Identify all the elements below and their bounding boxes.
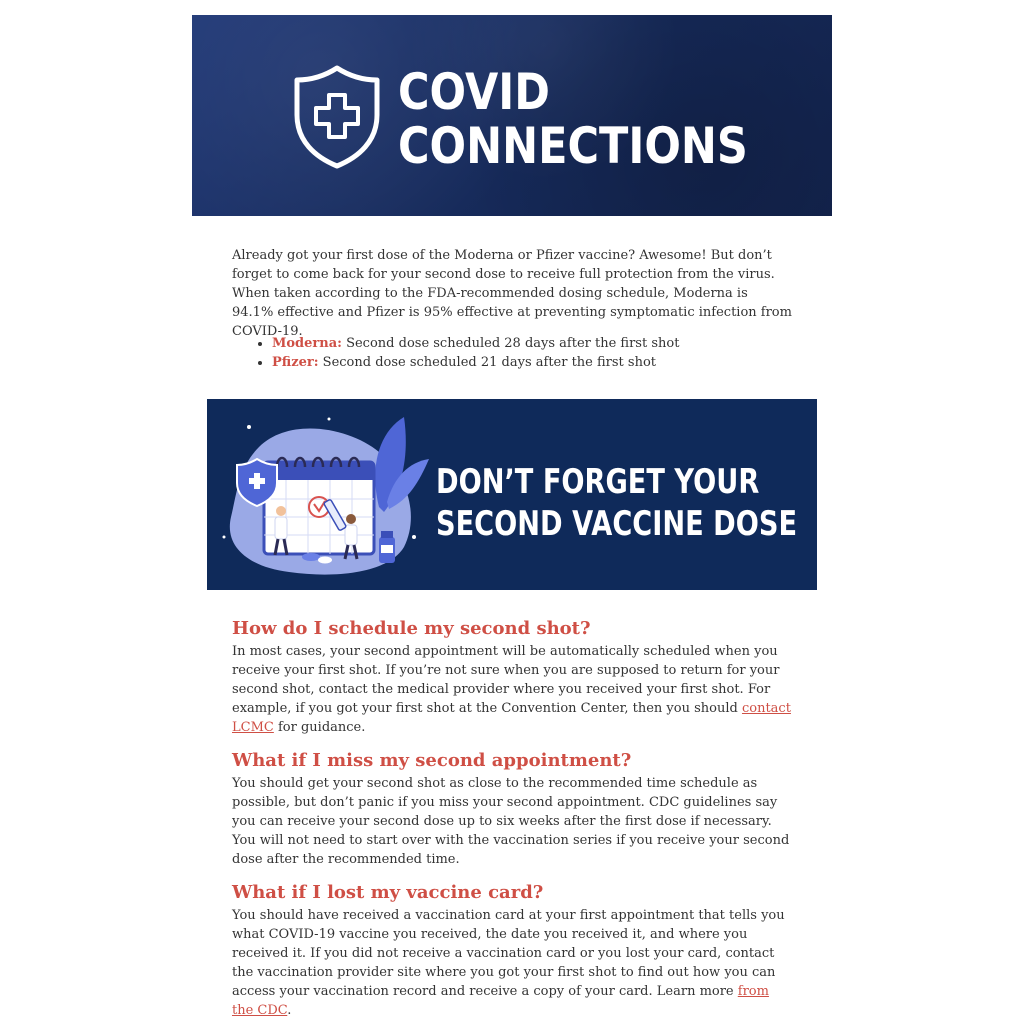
banner-title — [436, 461, 797, 545]
dose-schedule-list — [232, 334, 832, 372]
contact-lcmc-link[interactable]: contact LCMC — [232, 701, 791, 735]
section-text: In most cases, your second appointment will be automatically scheduled when you receive your first shot. If you’re not sure when you are supposed to return for your second shot, contact the medical provider where you received your first shot. For example, if you got your first shot at the Convention Center, then you should — [232, 644, 780, 716]
list-item — [272, 353, 832, 372]
section-text-lost-card — [232, 906, 788, 1020]
section-heading-lost-card: What if I lost my vaccine card? — [232, 882, 544, 903]
bullet-text: Second dose scheduled 28 days after the first shot — [341, 336, 680, 351]
shield-plus-icon — [293, 65, 381, 169]
second-dose-banner — [207, 399, 817, 590]
calendar-vaccine-illustration — [219, 407, 429, 583]
hero-title-line2: CONNECTIONS — [398, 117, 748, 175]
section-text-schedule — [232, 642, 792, 737]
cdc-link[interactable]: from the CDC — [232, 984, 769, 1018]
list-item — [272, 334, 832, 353]
bullet-label: Moderna: — [272, 336, 342, 351]
banner-title-line1: DON’T FORGET YOUR — [436, 462, 760, 502]
section-text: You should have received a vaccination card at your first appointment that tells you what COVID-19 vaccine you received, the date you received it, and where you received it. If you did not receive a vaccination card or you lost your card, contact the vaccination provider site where you got your first shot to find out how you can access your vaccination record and receive a copy of your card. Learn more — [232, 908, 785, 999]
section-text: for guidance. — [273, 720, 366, 735]
intro-paragraph: Already got your first dose of the Moderna or Pfizer vaccine? Awesome! But don’t forget to come back for your second dose to receive full protection from the virus. When taken according to the FDA-recommended dosing schedule, Moderna is 94.1% effective and Pfizer is 95% effective at preventing symptomatic infection from COVID-19. — [232, 248, 792, 339]
section-text: . — [287, 1003, 292, 1018]
hero-title — [398, 65, 748, 173]
section-heading-schedule: How do I schedule my second shot? — [232, 618, 591, 639]
banner-title-line2: SECOND VACCINE DOSE — [436, 504, 798, 544]
bullet-label: Pfizer: — [272, 355, 319, 370]
section-heading-missed: What if I miss my second appointment? — [232, 750, 632, 771]
hero-banner — [192, 15, 832, 216]
bullet-text: Second dose scheduled 21 days after the first shot — [318, 355, 657, 370]
hero-title-line1: COVID — [398, 63, 550, 121]
section-text-missed: You should get your second shot as close to the recommended time schedule as possible, but don’t panic if you miss your second appointment. CDC guidelines say you can receive your second dose up to six weeks after the first dose if necessary. You will not need to start over with the vaccination series if you receive your second dose after the recommended time. — [232, 776, 790, 867]
